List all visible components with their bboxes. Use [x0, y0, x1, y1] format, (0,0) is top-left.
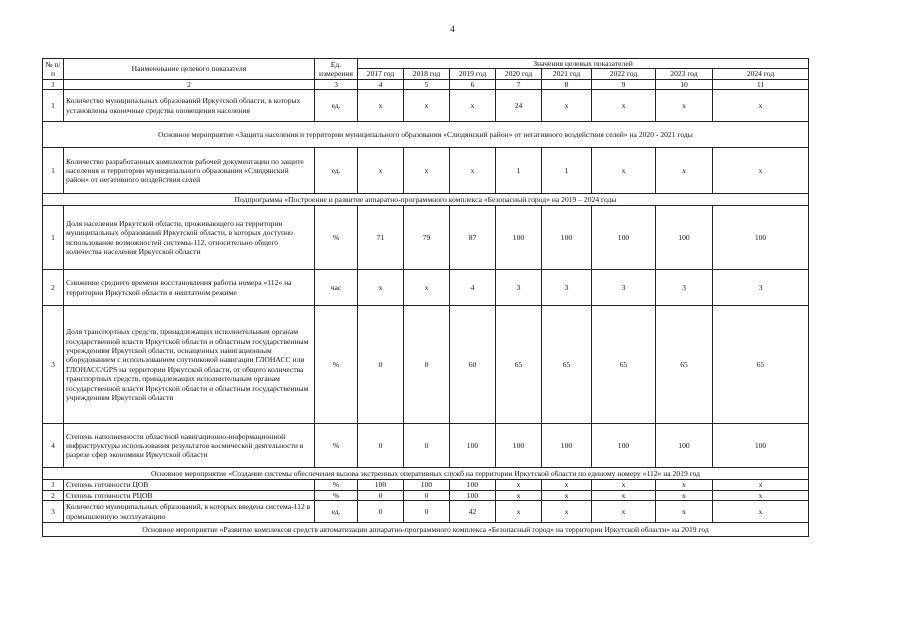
- indicator-value: х: [592, 480, 656, 490]
- indicator-value: х: [592, 90, 656, 122]
- indicator-unit: %: [315, 424, 358, 468]
- indicator-value: 100: [656, 206, 713, 270]
- indicator-name: Степень наполненности областной навигационно-информационной инфраструктуры использования результатов космической деятельности в разрезе сфер экономики Иркутской области: [64, 424, 315, 468]
- section-title: Основное мероприятие «Создание системы обеспечения вызова экстренных оперативных служб на территории Иркутской области по единому номеру «112» на 2019 год: [43, 468, 809, 480]
- indicator-value: 100: [450, 480, 496, 490]
- indicator-value: х: [713, 490, 809, 500]
- indicator-unit: ед.: [315, 148, 358, 194]
- indicator-value: 100: [358, 480, 404, 490]
- indicator-row: [43, 480, 809, 490]
- indicator-unit: ед.: [315, 90, 358, 122]
- column-number: 11: [713, 79, 809, 89]
- indicator-value: 0: [358, 501, 404, 523]
- indicator-value: 0: [358, 490, 404, 500]
- indicator-unit: %: [315, 490, 358, 500]
- indicator-value: 65: [713, 306, 809, 424]
- column-number: 2: [64, 79, 315, 89]
- indicator-value: 3: [542, 270, 592, 306]
- indicator-value: 87: [450, 206, 496, 270]
- indicator-row: [43, 424, 809, 468]
- header-year: 2019 год: [450, 69, 496, 79]
- section-title: Основное мероприятие «Развитие комплексов средств автоматизации аппаратно-программного комплекса «Безопасный город» на территории Иркутской области» на 2019 год: [43, 523, 809, 537]
- header-year: 2017 год: [358, 69, 404, 79]
- indicator-unit: ед.: [315, 501, 358, 523]
- indicator-value: х: [496, 501, 542, 523]
- column-number: 10: [656, 79, 713, 89]
- indicator-unit: час: [315, 270, 358, 306]
- header-year: 2018 год: [404, 69, 450, 79]
- column-number: 6: [450, 79, 496, 89]
- indicator-name: Доля транспортных средств, принадлежащих исполнительным органам государственной власти Иркутской области и областным государственным учреждениям Иркутской области, оснащенных навигационным оборудованием с использованием спутниковой навигации ГЛОНАСС или ГЛОНАСС/GPS на территории Иркутской области, от общего количества транспортных средств, принадлежащих исполнительным органам государственной власти Иркутской области и областным государственным учреждениям Иркутской области: [64, 306, 315, 424]
- indicator-value: х: [713, 480, 809, 490]
- indicator-value: 100: [542, 424, 592, 468]
- indicator-value: 100: [542, 206, 592, 270]
- indicator-unit: %: [315, 306, 358, 424]
- column-number: 9: [592, 79, 656, 89]
- indicator-value: х: [404, 90, 450, 122]
- header-year: 2024 год: [713, 69, 809, 79]
- indicator-value: 100: [496, 206, 542, 270]
- header-year: 2022 год: [592, 69, 656, 79]
- indicator-value: х: [358, 90, 404, 122]
- indicator-value: х: [656, 501, 713, 523]
- column-number: 8: [542, 79, 592, 89]
- indicator-value: х: [592, 490, 656, 500]
- indicator-value: 100: [592, 206, 656, 270]
- indicator-row: [43, 306, 809, 424]
- indicator-name: Количество муниципальных образований, в которых введена система-112 в промышленную эксплуатацию: [64, 501, 315, 523]
- indicator-value: 42: [450, 501, 496, 523]
- row-number: 2: [43, 270, 64, 306]
- section-row: [43, 468, 809, 480]
- indicator-value: 71: [358, 206, 404, 270]
- indicator-row: [43, 148, 809, 194]
- indicator-value: х: [404, 148, 450, 194]
- indicator-value: х: [713, 90, 809, 122]
- column-number: 7: [496, 79, 542, 89]
- section-title: Подпрограмма «Построение и развитие аппаратно-программного комплекса «Безопасный город» на 2019 – 2024 годы: [43, 194, 809, 206]
- indicator-value: 24: [496, 90, 542, 122]
- header-year: 2023 год: [656, 69, 713, 79]
- section-row: [43, 122, 809, 148]
- indicator-value: х: [358, 148, 404, 194]
- indicator-value: 100: [496, 424, 542, 468]
- indicator-name: Степень готовности ЦОВ: [64, 480, 315, 490]
- row-number: 1: [43, 148, 64, 194]
- indicator-value: х: [592, 148, 656, 194]
- indicator-row: [43, 501, 809, 523]
- indicator-value: х: [450, 148, 496, 194]
- indicator-value: х: [713, 501, 809, 523]
- indicator-value: х: [656, 148, 713, 194]
- row-number: 3: [43, 501, 64, 523]
- indicator-value: 100: [656, 424, 713, 468]
- indicator-value: х: [713, 148, 809, 194]
- indicator-value: 65: [496, 306, 542, 424]
- header-values-title: Значения целевых показателей: [358, 59, 809, 69]
- indicator-value: 0: [358, 424, 404, 468]
- indicator-value: 0: [358, 306, 404, 424]
- row-number: 1: [43, 480, 64, 490]
- indicator-value: 100: [713, 424, 809, 468]
- indicator-value: х: [542, 480, 592, 490]
- row-number: 1: [43, 206, 64, 270]
- indicator-row: [43, 206, 809, 270]
- row-number: 4: [43, 424, 64, 468]
- indicator-value: х: [496, 490, 542, 500]
- header-year: 2020 год: [496, 69, 542, 79]
- indicator-value: 100: [450, 490, 496, 500]
- indicator-name: Снижение среднего времени восстановления работы номера «112» на территории Иркутской области в нештатном режиме: [64, 270, 315, 306]
- column-number-row: [43, 79, 809, 89]
- indicator-value: х: [542, 90, 592, 122]
- section-row: [43, 523, 809, 537]
- page-number: 4: [450, 24, 455, 34]
- indicator-value: 79: [404, 206, 450, 270]
- indicator-row: [43, 90, 809, 122]
- indicator-value: 65: [542, 306, 592, 424]
- section-title: Основное мероприятие «Защита населения и территории муниципального образования «Слюдянский район» от негативного воздействия селей» на 2020 - 2021 годы: [43, 122, 809, 148]
- header-year: 2021 год: [542, 69, 592, 79]
- indicator-value: х: [656, 490, 713, 500]
- indicator-value: 100: [713, 206, 809, 270]
- indicator-name: Доля населения Иркутской области, проживающего на территории муниципальных образований Иркутской области, в которых доступно использование возможностей системы-112, относительно общего количества населения Иркутской области: [64, 206, 315, 270]
- indicator-row: [43, 490, 809, 500]
- indicator-value: 100: [450, 424, 496, 468]
- indicator-value: х: [542, 501, 592, 523]
- indicator-value: 3: [592, 270, 656, 306]
- indicator-unit: %: [315, 206, 358, 270]
- indicator-value: 0: [404, 424, 450, 468]
- indicator-name: Количество муниципальных образований Иркутской области, в которых установлены оконечные средства оповещения населения: [64, 90, 315, 122]
- header-num: № п/п: [43, 59, 64, 80]
- indicator-value: 65: [592, 306, 656, 424]
- indicator-value: 100: [592, 424, 656, 468]
- row-number: 2: [43, 490, 64, 500]
- indicator-value: 0: [404, 490, 450, 500]
- column-number: 3: [315, 79, 358, 89]
- row-number: 1: [43, 90, 64, 122]
- indicator-value: 65: [656, 306, 713, 424]
- indicator-value: 3: [713, 270, 809, 306]
- row-number: 3: [43, 306, 64, 424]
- indicator-value: 0: [404, 306, 450, 424]
- indicator-row: [43, 270, 809, 306]
- column-number: 4: [358, 79, 404, 89]
- indicator-value: х: [358, 270, 404, 306]
- indicator-value: 3: [496, 270, 542, 306]
- indicator-value: х: [496, 480, 542, 490]
- section-row: [43, 194, 809, 206]
- indicator-value: х: [592, 501, 656, 523]
- header-row-top: [43, 59, 809, 69]
- indicator-value: х: [404, 270, 450, 306]
- header-name: Наименование целевого показателя: [64, 59, 315, 80]
- indicator-value: 3: [656, 270, 713, 306]
- indicator-value: 1: [542, 148, 592, 194]
- indicator-value: х: [450, 90, 496, 122]
- indicator-value: 4: [450, 270, 496, 306]
- indicator-value: х: [656, 480, 713, 490]
- indicator-value: х: [542, 490, 592, 500]
- header-unit: Ед. измерения: [315, 59, 358, 80]
- indicator-name: Количество разработанных комплектов рабочей документации по защите населения и территории муниципального образования «Слюдянский район» от негативного воздействия селей: [64, 148, 315, 194]
- indicator-value: 100: [404, 480, 450, 490]
- indicator-value: 1: [496, 148, 542, 194]
- target-indicators-table: [42, 58, 809, 537]
- indicator-unit: %: [315, 480, 358, 490]
- indicator-value: х: [656, 90, 713, 122]
- indicator-value: 0: [404, 501, 450, 523]
- column-number: 1: [43, 79, 64, 89]
- indicator-value: 60: [450, 306, 496, 424]
- indicator-name: Степень готовности РЦОВ: [64, 490, 315, 500]
- column-number: 5: [404, 79, 450, 89]
